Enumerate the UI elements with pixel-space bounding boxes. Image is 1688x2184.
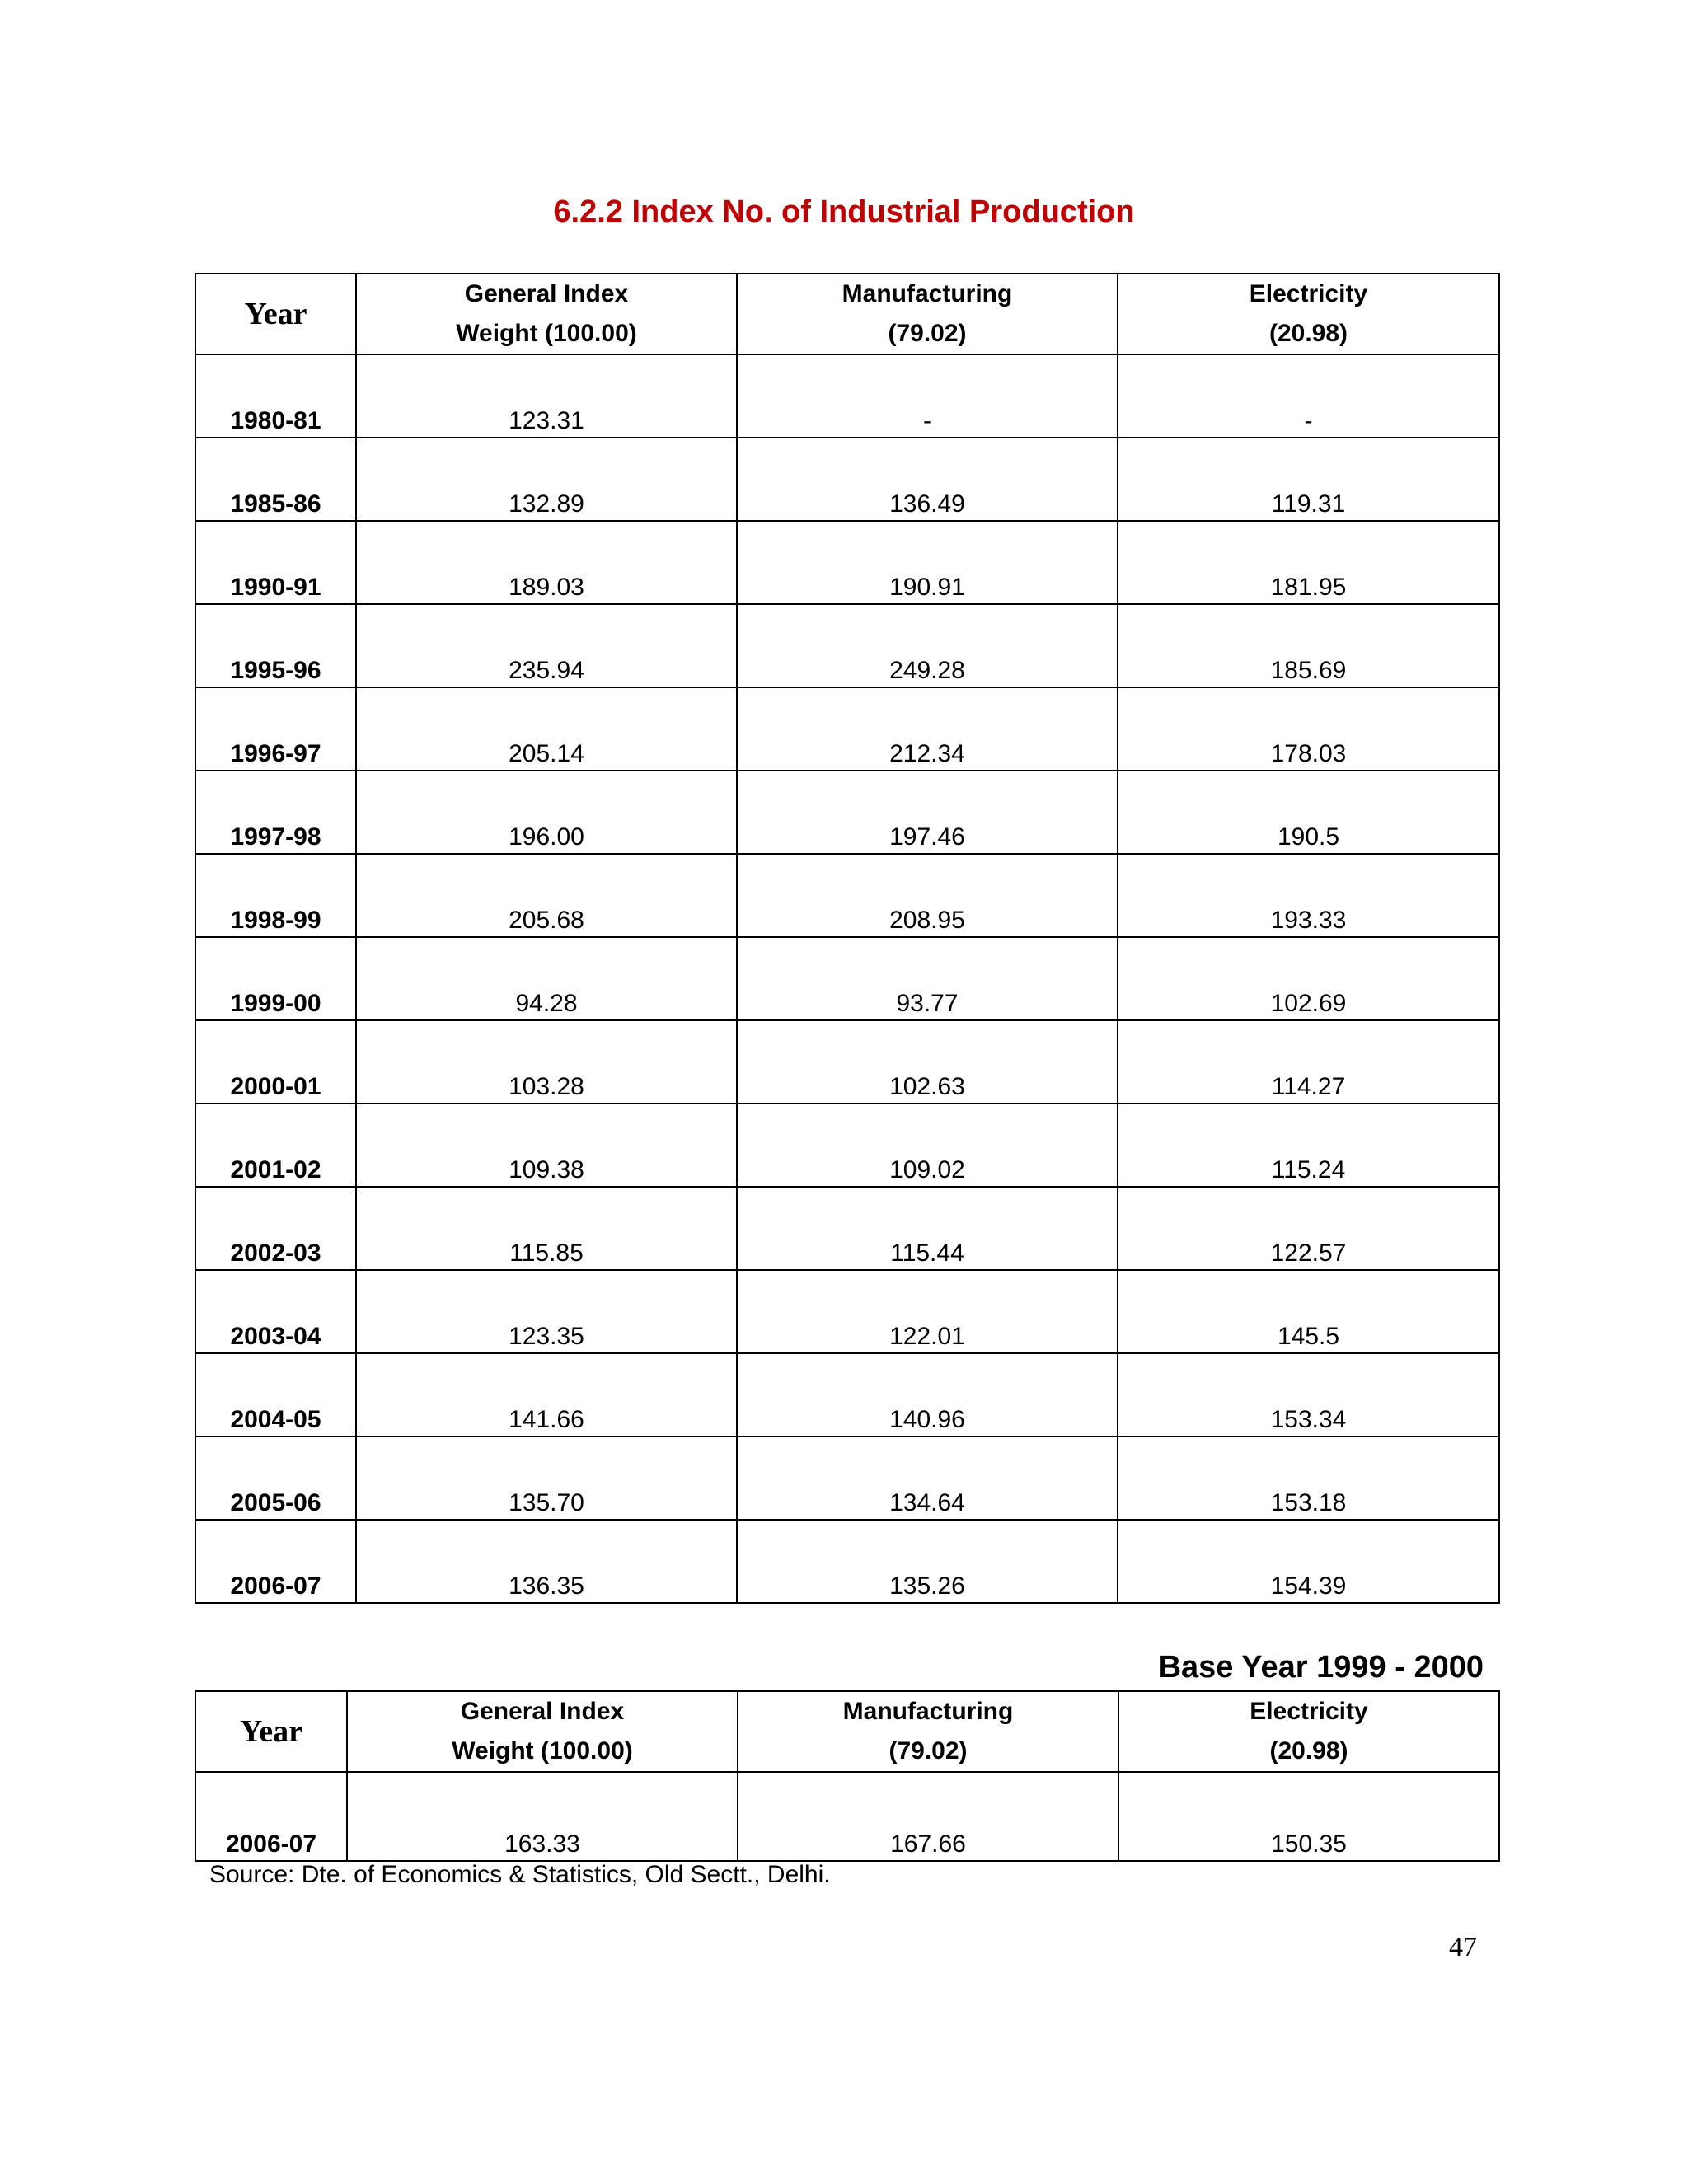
year-cell: 1985-86	[195, 438, 356, 521]
manufacturing-cell: 135.26	[737, 1520, 1118, 1603]
table-row	[195, 771, 1499, 854]
year-cell: 2000-01	[195, 1020, 356, 1104]
year-cell: 2002-03	[195, 1187, 356, 1270]
general-index-cell: 115.85	[356, 1187, 737, 1270]
header-electricity: Electricity (20.98)	[1118, 274, 1499, 354]
general-index-cell: 205.14	[356, 687, 737, 771]
general-index-cell: 109.38	[356, 1104, 737, 1187]
manufacturing-cell: -	[737, 354, 1118, 438]
year-cell: 1980-81	[195, 354, 356, 438]
general-index-cell: 135.70	[356, 1436, 737, 1520]
year-cell: 2003-04	[195, 1270, 356, 1353]
year-cell: 1996-97	[195, 687, 356, 771]
table-row	[195, 438, 1499, 521]
base-year-label: Base Year 1999 - 2000	[1158, 1650, 1484, 1685]
manufacturing-cell: 115.44	[737, 1187, 1118, 1270]
year-cell: 1998-99	[195, 854, 356, 937]
table-row	[195, 854, 1499, 937]
index-table-1	[195, 273, 1500, 1604]
table-row	[195, 1520, 1499, 1603]
electricity-cell: 114.27	[1118, 1020, 1499, 1104]
general-index-cell: 189.03	[356, 521, 737, 604]
manufacturing-cell: 109.02	[737, 1104, 1118, 1187]
table-row	[195, 937, 1499, 1020]
electricity-cell: 181.95	[1118, 521, 1499, 604]
header-general-index: General Index Weight (100.00)	[347, 1691, 738, 1772]
table-row	[195, 1104, 1499, 1187]
electricity-cell: 102.69	[1118, 937, 1499, 1020]
year-cell: 2001-02	[195, 1104, 356, 1187]
table-row	[195, 1020, 1499, 1104]
year-cell: 2006-07	[195, 1772, 347, 1861]
electricity-cell: 145.5	[1118, 1270, 1499, 1353]
header-manufacturing: Manufacturing (79.02)	[738, 1691, 1118, 1772]
electricity-cell: 154.39	[1118, 1520, 1499, 1603]
manufacturing-cell: 134.64	[737, 1436, 1118, 1520]
general-index-cell: 123.31	[356, 354, 737, 438]
electricity-cell: -	[1118, 354, 1499, 438]
electricity-cell: 150.35	[1118, 1772, 1499, 1861]
general-index-cell: 163.33	[347, 1772, 738, 1861]
manufacturing-cell: 190.91	[737, 521, 1118, 604]
manufacturing-cell: 167.66	[738, 1772, 1118, 1861]
manufacturing-cell: 102.63	[737, 1020, 1118, 1104]
electricity-cell: 178.03	[1118, 687, 1499, 771]
table-row	[195, 687, 1499, 771]
index-table-2	[195, 1690, 1500, 1862]
year-cell: 2004-05	[195, 1353, 356, 1436]
year-cell: 1997-98	[195, 771, 356, 854]
electricity-cell: 122.57	[1118, 1187, 1499, 1270]
table-row	[195, 1187, 1499, 1270]
page-number: 47	[1449, 1932, 1477, 1962]
year-cell: 2006-07	[195, 1520, 356, 1603]
table-row	[195, 354, 1499, 438]
electricity-cell: 190.5	[1118, 771, 1499, 854]
general-index-cell: 132.89	[356, 438, 737, 521]
general-index-cell: 103.28	[356, 1020, 737, 1104]
general-index-cell: 196.00	[356, 771, 737, 854]
manufacturing-cell: 197.46	[737, 771, 1118, 854]
table-header-row	[195, 1691, 1499, 1772]
header-electricity: Electricity (20.98)	[1118, 1691, 1499, 1772]
general-index-cell: 141.66	[356, 1353, 737, 1436]
source-note: Source: Dte. of Economics & Statistics, Old Sectt., Delhi.	[209, 1861, 831, 1888]
table-row	[195, 1353, 1499, 1436]
year-cell: 2005-06	[195, 1436, 356, 1520]
table-row	[195, 604, 1499, 687]
table-row	[195, 521, 1499, 604]
electricity-cell: 119.31	[1118, 438, 1499, 521]
electricity-cell: 153.34	[1118, 1353, 1499, 1436]
manufacturing-cell: 208.95	[737, 854, 1118, 937]
year-cell: 1990-91	[195, 521, 356, 604]
header-manufacturing: Manufacturing (79.02)	[737, 274, 1118, 354]
manufacturing-cell: 140.96	[737, 1353, 1118, 1436]
year-cell: 1995-96	[195, 604, 356, 687]
general-index-cell: 235.94	[356, 604, 737, 687]
table-row	[195, 1772, 1499, 1861]
year-cell: 1999-00	[195, 937, 356, 1020]
electricity-cell: 193.33	[1118, 854, 1499, 937]
electricity-cell: 115.24	[1118, 1104, 1499, 1187]
general-index-cell: 205.68	[356, 854, 737, 937]
header-year: Year	[195, 274, 356, 354]
manufacturing-cell: 136.49	[737, 438, 1118, 521]
table-row	[195, 1436, 1499, 1520]
general-index-cell: 94.28	[356, 937, 737, 1020]
table-row	[195, 1270, 1499, 1353]
electricity-cell: 185.69	[1118, 604, 1499, 687]
page-title: 6.2.2 Index No. of Industrial Production	[553, 194, 1135, 229]
general-index-cell: 123.35	[356, 1270, 737, 1353]
manufacturing-cell: 212.34	[737, 687, 1118, 771]
manufacturing-cell: 249.28	[737, 604, 1118, 687]
header-year: Year	[195, 1691, 347, 1772]
manufacturing-cell: 93.77	[737, 937, 1118, 1020]
table-header-row	[195, 274, 1499, 354]
general-index-cell: 136.35	[356, 1520, 737, 1603]
header-general-index: General Index Weight (100.00)	[356, 274, 737, 354]
electricity-cell: 153.18	[1118, 1436, 1499, 1520]
manufacturing-cell: 122.01	[737, 1270, 1118, 1353]
